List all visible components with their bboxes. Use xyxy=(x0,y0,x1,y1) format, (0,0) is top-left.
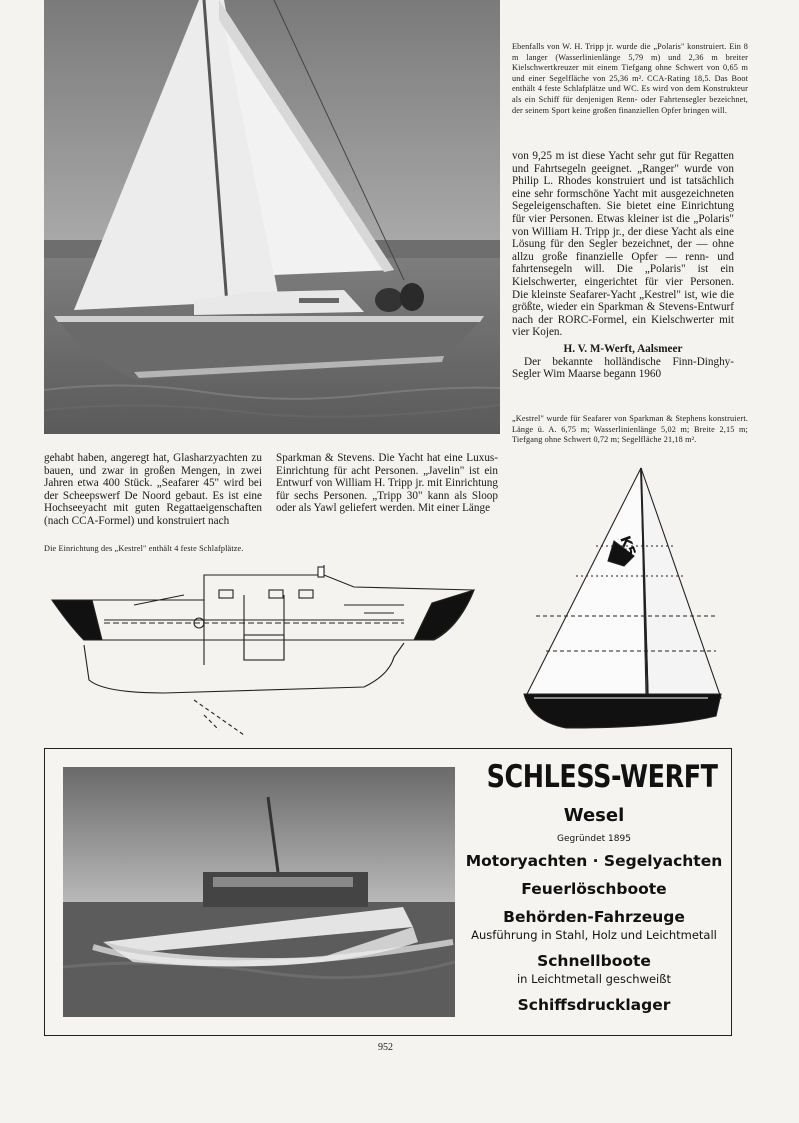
article-paragraph: von 9,25 m ist diese Yacht sehr gut für Regatten und Fahrtsegeln geeignet. „Ranger" wurde von Philip L. Rhodes konstruiert und ist tatsächlich eine sehr formschöne Yacht mit ausgezeichneten Segeleigenschaften. Sie bietet eine Einrichtung für vier Personen. Etwas kleiner ist die „Polaris" von William H. Tripp jr., der diese Yacht als eine Lösung für den Segler bezeichnet, der — ohne allzu große finanzielle Opfer — renn- und fahrtensegeln will. Die „Polaris" ist ein Kielschwerter, eingerichtet für vier Personen. Die kleinste Seafarer-Yacht „Kestrel" ist, wie die größte, wieder ein Sparkman & Stevens-Entwurf nach der RORC-Formel, ein Kielschwerter mit vier Kojen. xyxy=(512,150,734,339)
founded-year: Gegründet 1895 xyxy=(557,834,631,844)
product-line: Motoryachten · Segelyachten xyxy=(465,852,723,870)
product-detail: in Leichtmetall geschweißt xyxy=(516,972,672,986)
company-city: Wesel xyxy=(563,805,625,826)
company-name: SCHLESS-WERFT xyxy=(486,759,718,795)
article-col-mid: Sparkman & Stevens. Die Yacht hat eine Luxus-Einrichtung für acht Personen. „Javelin" ist ein Entwurf von William H. Tripp jr. mit Einrichtung für sechs Personen. „Tripp 30" kann als Sloop oder als Yawl geliefert werden. Mit einer Länge xyxy=(276,452,498,515)
article-col-right xyxy=(512,150,734,381)
product-line: Behörden-Fahrzeuge xyxy=(503,908,685,926)
kestrel-interior-caption: Die Einrichtung des „Kestrel" enthält 4 feste Schlafplätze. xyxy=(44,544,244,553)
product-line: Feuerlöschboote xyxy=(521,880,667,898)
sailboat-photo xyxy=(44,0,500,434)
kestrel-interior-drawing xyxy=(44,565,480,740)
section-heading: H. V. M-Werft, Aalsmeer xyxy=(563,342,683,355)
motor-yacht-photo xyxy=(63,767,455,1017)
kestrel-specs-caption: „Kestrel" wurde für Seafarer von Sparkman & Stephens konstruiert. Länge ü. A. 6,75 m; Wasserlinienlänge 5,02 m; Breite 2,15 m; Tiefgang ohne Schwert 0,72 m; Segelfläche 21,18 m². xyxy=(512,414,748,445)
kestrel-sailplan-drawing xyxy=(516,466,726,736)
article-col-left: gehabt haben, angeregt hat, Glasharzyachten zu bauen, und zwar in großen Mengen, in zwei Jahren etwa 400 Stück. „Seafarer 45" wird bei der Scheepswerf De Noord gebaut. Es ist eine Hochseeyacht mit guten Regattaeigenschaften (nach CCA-Formel) und konstruiert nach xyxy=(44,452,262,527)
product-detail: Ausführung in Stahl, Holz und Leichtmetall xyxy=(471,928,717,942)
advertisement-text xyxy=(463,759,725,1014)
product-line: Schiffsdrucklager xyxy=(517,996,671,1014)
product-line: Schnellboote xyxy=(537,952,651,970)
article-paragraph: Der bekannte holländische Finn-Dinghy-Segler Wim Maarse begann 1960 xyxy=(512,355,734,381)
sail-number: K5 xyxy=(616,533,639,559)
page-number: 952 xyxy=(378,1042,393,1053)
polaris-caption: Ebenfalls von W. H. Tripp jr. wurde die „Polaris" konstruiert. Ein 8 m langer (Wasserlinienlänge 5,79 m) und 2,36 m breiter Kielschwertkreuzer mit einem Tiefgang ohne Schwert von 0,65 m und einer Segelfläche von 25,36 m². CCA-Rating 18,5. Das Boot enthält 4 feste Schlafplätze und WC. Es wird von dem Konstrukteur als ein Schiff für denjenigen Renn- oder Fahrtensegler bezeichnet, der seinem Sport keine großen finanziellen Opfer bringen will. xyxy=(512,42,748,115)
advertisement-box xyxy=(44,748,732,1036)
